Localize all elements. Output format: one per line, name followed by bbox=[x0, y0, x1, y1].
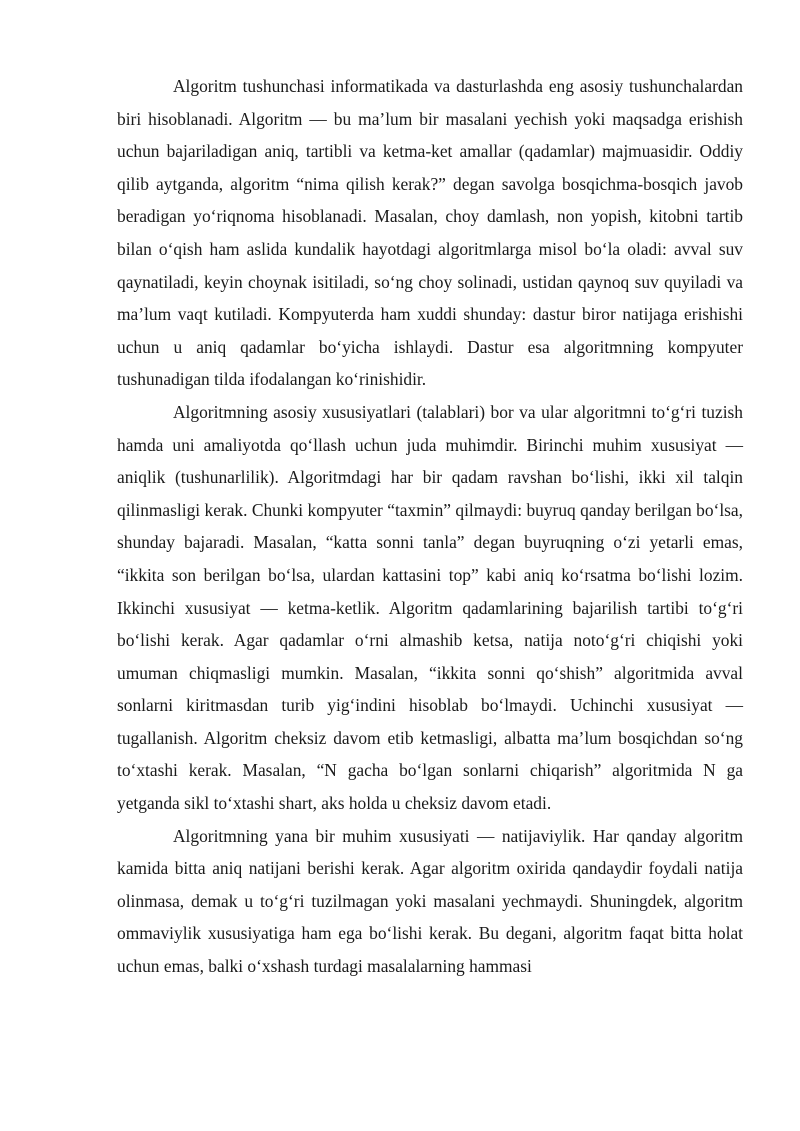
paragraph-algorithm-definition: Algoritm tushunchasi informatikada va dasturlashda eng asosiy tushunchalardan biri hisoblanadi. Algoritm — bu ma’lum bir masalani yechish yoki maqsadga erishish uchun bajariladigan aniq, tartibli va ketma-ket amallar (qadamlar) majmuasidir. Oddiy qilib aytganda, algoritm “nima qilish kerak?” degan savolga bosqichma-bosqich javob beradigan yo‘riqnoma hisoblanadi. Masalan, choy damlash, non yopish, kitobni tartib bilan o‘qish ham aslida kundalik hayotdagi algoritmlarga misol bo‘la oladi: avval suv qaynatiladi, keyin choynak isitiladi, so‘ng choy solinadi, ustidan qaynoq suv quyiladi va ma’lum vaqt kutiladi. Kompyuterda ham xuddi shunday: dastur biror natijaga erishishi uchun u aniq qadamlar bo‘yicha ishlaydi. Dastur esa algoritmning kompyuter tushunadigan tilda ifodalangan ko‘rinishidir. bbox=[117, 76, 743, 390]
paragraph-algorithm-results: Algoritmning yana bir muhim xususiyati — natijaviylik. Har qanday algoritm kamida bitta aniq natijani berishi kerak. Agar algoritm oxirida qandaydir foydali natija olinmasa, demak u to‘g‘ri tuzilmagan yoki masalani yechmaydi. Shuningdek, algoritm ommaviylik xususiyatiga ham ega bo‘lishi kerak. Bu degani, algoritm faqat bitta holat uchun emas, balki o‘xshash turdagi masalalarning hammasi bbox=[117, 825, 743, 977]
paragraph-algorithm-properties: Algoritmning asosiy xususiyatlari (talablari) bor va ular algoritmni to‘g‘ri tuzish hamda uni amaliyotda qo‘llash uchun juda muhimdir. Birinchi muhim xususiyat — aniqlik (tushunarlilik). Algoritmdagi har bir qadam ravshan bo‘lishi, ikki xil talqin qilinmasligi kerak. Chunki kompyuter “taxmin” qilmaydi: buyruq qanday berilgan bo‘lsa, shunday bajaradi. Masalan, “katta sonni tanla” degan buyruqning o‘zi yetarli emas, “ikkita son berilgan bo‘lsa, ulardan kattasini top” kabi aniq ko‘rsatma bo‘lishi lozim. Ikkinchi xususiyat — ketma-ketlik. Algoritm qadamlarining bajarilish tartibi to‘g‘ri bo‘lishi kerak. Agar qadamlar o‘rni almashib ketsa, natija noto‘g‘ri chiqishi yoki umuman chiqmasligi mumkin. Masalan, “ikkita sonni qo‘shish” algoritmida avval sonlarni kiritmasdan turib yig‘indini hisoblab bo‘lmaydi. Uchinchi xususiyat — tugallanish. Algoritm cheksiz davom etib ketmasligi, albatta ma’lum bosqichdan so‘ng to‘xtashi kerak. Masalan, “N gacha bo‘lgan sonlarni chiqarish” algoritmida N ga yetganda sikl to‘xtashi shart, aks holda u cheksiz davom etadi. bbox=[117, 401, 743, 814]
document-body bbox=[117, 70, 743, 983]
